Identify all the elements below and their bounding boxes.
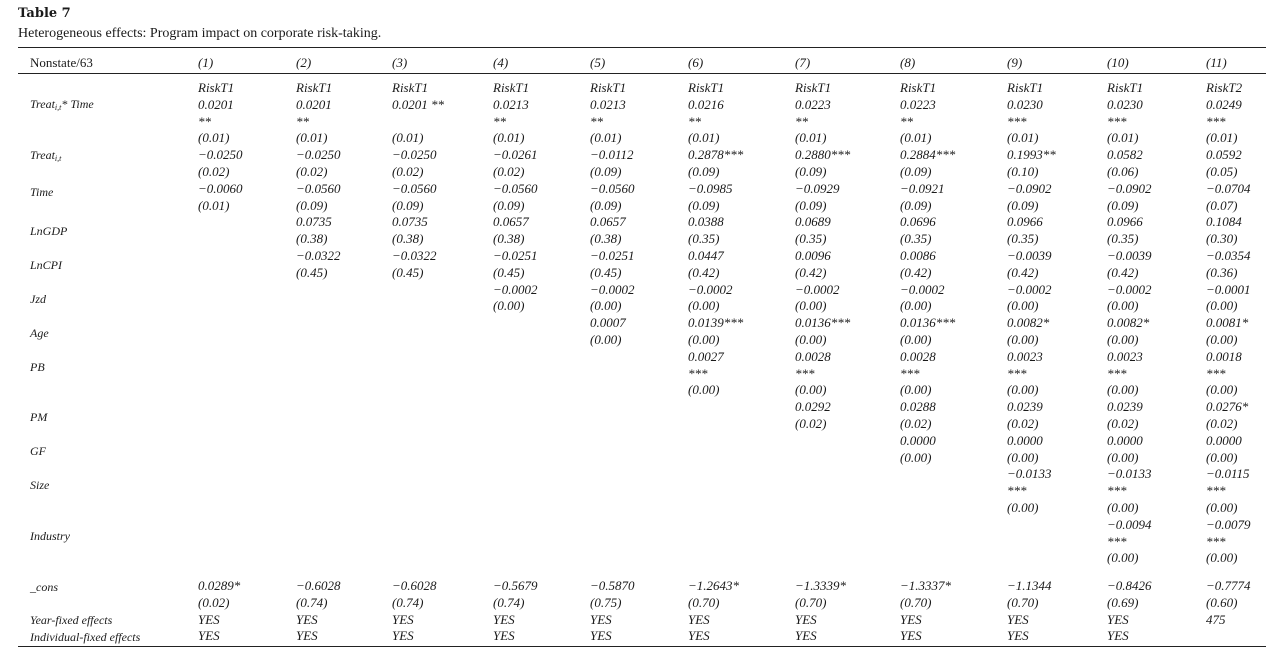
column-5-values: RiskT1 0.0213 ** (0.01) −0.0112 (0.09) −0.0560 (0.09) 0.0657 (0.38) −0.0251 (0.45) −0.0002 (0.00) 0.0007 (0.00) [590,80,635,347]
column-2-footer: −0.6028 (0.74) YES YES [296,578,341,644]
column-9-footer: −1.1344 (0.70) YES YES [1007,578,1052,644]
row-label-jzd: Jzd [30,292,46,306]
column-1-footer: 0.0289* (0.02) YES YES [198,578,241,644]
column-header-7: (7) [795,55,811,70]
column-6-values: RiskT1 0.0216 ** (0.01) 0.2878*** (0.09) −0.0985 (0.09) 0.0388 (0.35) 0.0447 (0.42) −0.0002 (0.00) 0.0139*** (0.00) 0.0027 *** (0.00) [688,80,744,398]
row-label-treat: Treat$_{i,t}$ [30,148,62,163]
column-header-9: (9) [1007,55,1023,70]
row-label-industry: Industry [30,529,70,543]
bottom-rule [18,646,1266,647]
row-label-pm: PM [30,410,48,424]
column-header-8: (8) [900,55,916,70]
row-label-lncpi: LnCPI [30,258,63,272]
column-10-footer: −0.8426 (0.69) YES YES [1107,578,1152,644]
top-rule [18,47,1266,48]
column-7-values: RiskT1 0.0223 ** (0.01) 0.2880*** (0.09) −0.0929 (0.09) 0.0689 (0.35) 0.0096 (0.42) −0.0002 (0.00) 0.0136*** (0.00) 0.0028 *** (0.00) 0.0292 (0.02) [795,80,851,431]
column-5-footer: −0.5870 (0.75) YES YES [590,578,635,644]
header-rule [18,73,1266,74]
column-header-4: (4) [493,55,509,70]
column-3-footer: −0.6028 (0.74) YES YES [392,578,437,644]
column-4-values: RiskT1 0.0213 ** (0.01) −0.0261 (0.02) −0.0560 (0.09) 0.0657 (0.38) −0.0251 (0.45) −0.0002 (0.00) [493,80,538,314]
column-header-3: (3) [392,55,408,70]
column-6-footer: −1.2643* (0.70) YES YES [688,578,740,644]
row-label-individual-fe: Individual-fixed effects [30,630,141,644]
table-caption: Heterogeneous effects: Program impact on corporate risk-taking. [18,26,382,41]
row-label-age: Age [30,326,49,340]
column-2-values: RiskT1 0.0201 ** (0.01) −0.0250 (0.02) −0.0560 (0.09) 0.0735 (0.38) −0.0322 (0.45) [296,80,341,280]
row-label-pb: PB [30,360,45,374]
column-header-5: (5) [590,55,606,70]
column-8-values: RiskT1 0.0223 ** (0.01) 0.2884*** (0.09) −0.0921 (0.09) 0.0696 (0.35) 0.0086 (0.42) −0.0002 (0.00) 0.0136*** (0.00) 0.0028 *** (0.00) 0.0288 (0.02) 0.0000 (0.00) [900,80,956,465]
column-header-11: (11) [1206,55,1227,70]
column-11-footer: −0.7774 (0.60) 475 [1206,578,1251,627]
column-header-6: (6) [688,55,704,70]
column-8-footer: −1.3337* (0.70) YES YES [900,578,952,644]
column-11-values: RiskT2 0.0249 *** (0.01) 0.0592 (0.05) −0.0704 (0.07) 0.1084 (0.30) −0.0354 (0.36) −0.0001 (0.00) 0.0081* (0.00) 0.0018 *** (0.00) 0.0276* (0.02) 0.0000 (0.00) −0.0115 *** (0.00) −0.0079 *** (0.00) [1206,80,1251,566]
column-7-footer: −1.3339* (0.70) YES YES [795,578,847,644]
column-1-values: RiskT1 0.0201 ** (0.01) −0.0250 (0.02) −0.0060 (0.01) [198,80,243,213]
row-label-size: Size [30,478,50,492]
column-header-10: (10) [1107,55,1129,70]
row-label-cons: _cons [30,580,58,594]
column-10-values: RiskT1 0.0230 *** (0.01) 0.0582 (0.06) −0.0902 (0.09) 0.0966 (0.35) −0.0039 (0.42) −0.0002 (0.00) 0.0082* (0.00) 0.0023 *** (0.00) 0.0239 (0.02) 0.0000 (0.00) −0.0133 *** (0.00) −0.0094 *** (0.00) [1107,80,1152,566]
column-9-values: RiskT1 0.0230 *** (0.01) 0.1993** (0.10) −0.0902 (0.09) 0.0966 (0.35) −0.0039 (0.42) −0.0002 (0.00) 0.0082* (0.00) 0.0023 *** (0.00) 0.0239 (0.02) 0.0000 (0.00) −0.0133 *** (0.00) [1007,80,1056,515]
column-header-2: (2) [296,55,312,70]
column-4-footer: −0.5679 (0.74) YES YES [493,578,538,644]
row-label-treat-time: Treat$_{i,t}$* Time [30,97,94,112]
column-header-1: (1) [198,55,214,70]
table-title: Table 7 [18,6,71,21]
column-3-values: RiskT1 0.0201 ** (0.01) −0.0250 (0.02) −0.0560 (0.09) 0.0735 (0.38) −0.0322 (0.45) [392,80,444,280]
row-label-year-fe: Year-fixed effects [30,613,113,627]
row-label-lngdp: LnGDP [30,224,68,238]
row-label-gf: GF [30,444,46,458]
row-label-time: Time [30,185,54,199]
corner-label: Nonstate/63 [30,55,93,70]
